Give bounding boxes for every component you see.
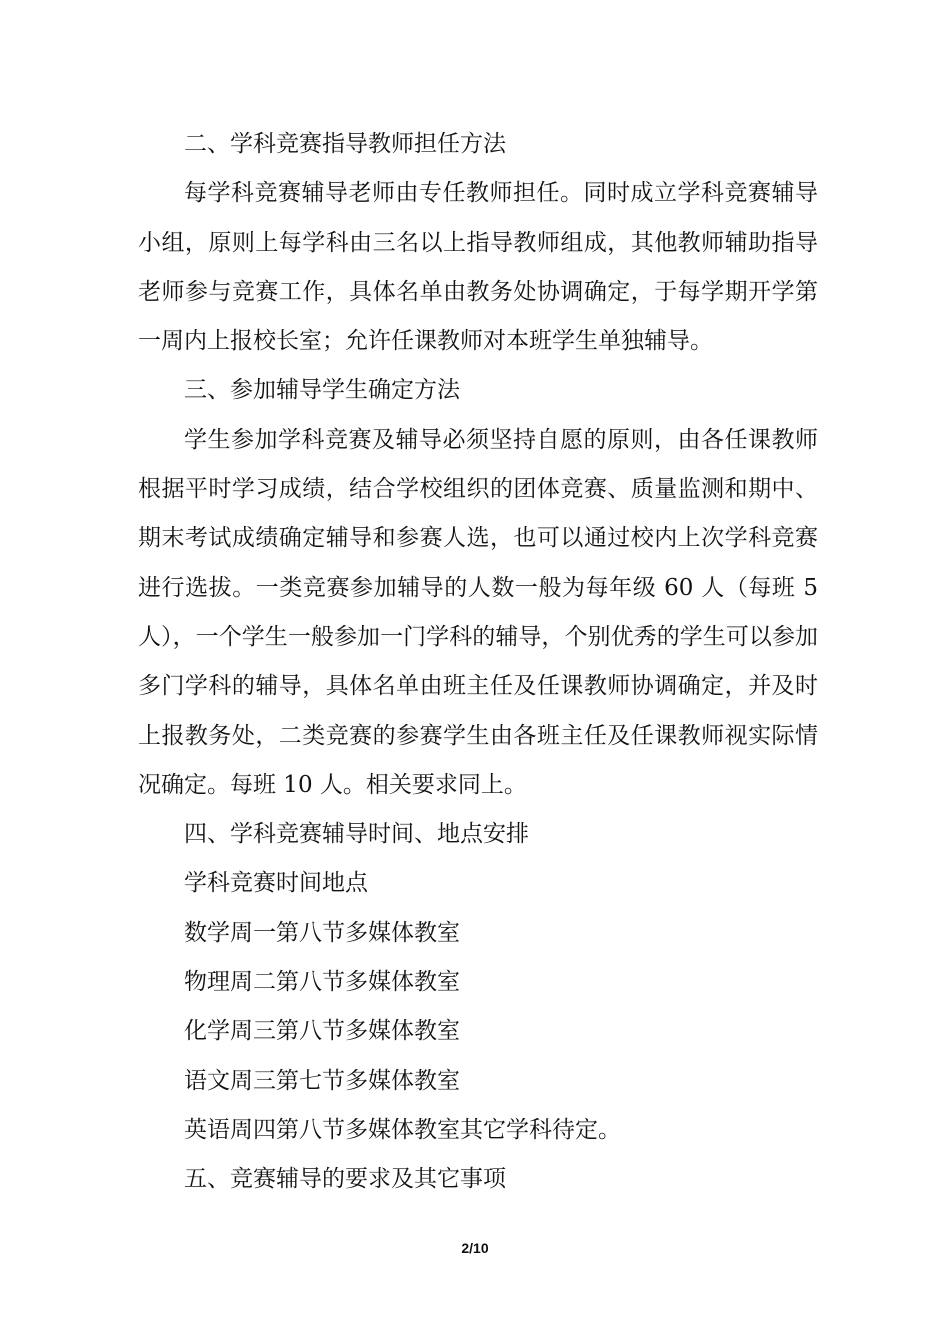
schedule-item-chemistry: 化学周三第八节多媒体教室 <box>184 1018 460 1045</box>
section-heading-2: 二、学科竞赛指导教师担任方法 <box>184 131 506 157</box>
schedule-item-math: 数学周一第八节多媒体教室 <box>184 919 460 946</box>
schedule-item-physics: 物理周二第八节多媒体教室 <box>184 969 460 996</box>
schedule-header: 学科竞赛时间地点 <box>184 870 368 897</box>
paragraph-student-selection: 学生参加学科竞赛及辅导必须坚持自愿的原则，由各任课教师根据平时学习成绩，结合学校组织的团体竞赛、质量监测和期中、期末考试成绩确定辅导和参赛人选，也可以通过校内上次学科竞赛进行选拔。一类竞赛参加辅导的人数一般为每年级 60 人（每班 5 人），一个学生一般参加一门学科的辅导，个别优秀的学生可以参加多门学科的辅导，具体名单由班主任及任课教师协调确定，并及时上报教务处，二类竞赛的参赛学生由各班主任及任课教师视实际情况确定。每班 10 人。相关要求同上。 <box>138 426 818 798</box>
section-heading-4: 四、学科竞赛辅导时间、地点安排 <box>184 821 529 848</box>
section-heading-3: 三、参加辅导学生确定方法 <box>184 377 460 404</box>
page-number: 2/10 <box>461 1240 489 1256</box>
schedule-item-english: 英语周四第八节多媒体教室其它学科待定。 <box>184 1116 621 1143</box>
section-heading-5: 五、竞赛辅导的要求及其它事项 <box>184 1166 506 1193</box>
paragraph-teacher-assignment: 每学科竞赛辅导老师由专任教师担任。同时成立学科竞赛辅导小组，原则上每学科由三名以上指导教师组成，其他教师辅助指导老师参与竞赛工作，具体名单由教务处协调确定，于每学期开学第一周内上报校长室；允许任课教师对本班学生单独辅导。 <box>138 180 818 355</box>
schedule-item-chinese: 语文周三第七节多媒体教室 <box>184 1067 460 1094</box>
document-body <box>138 120 818 1205</box>
